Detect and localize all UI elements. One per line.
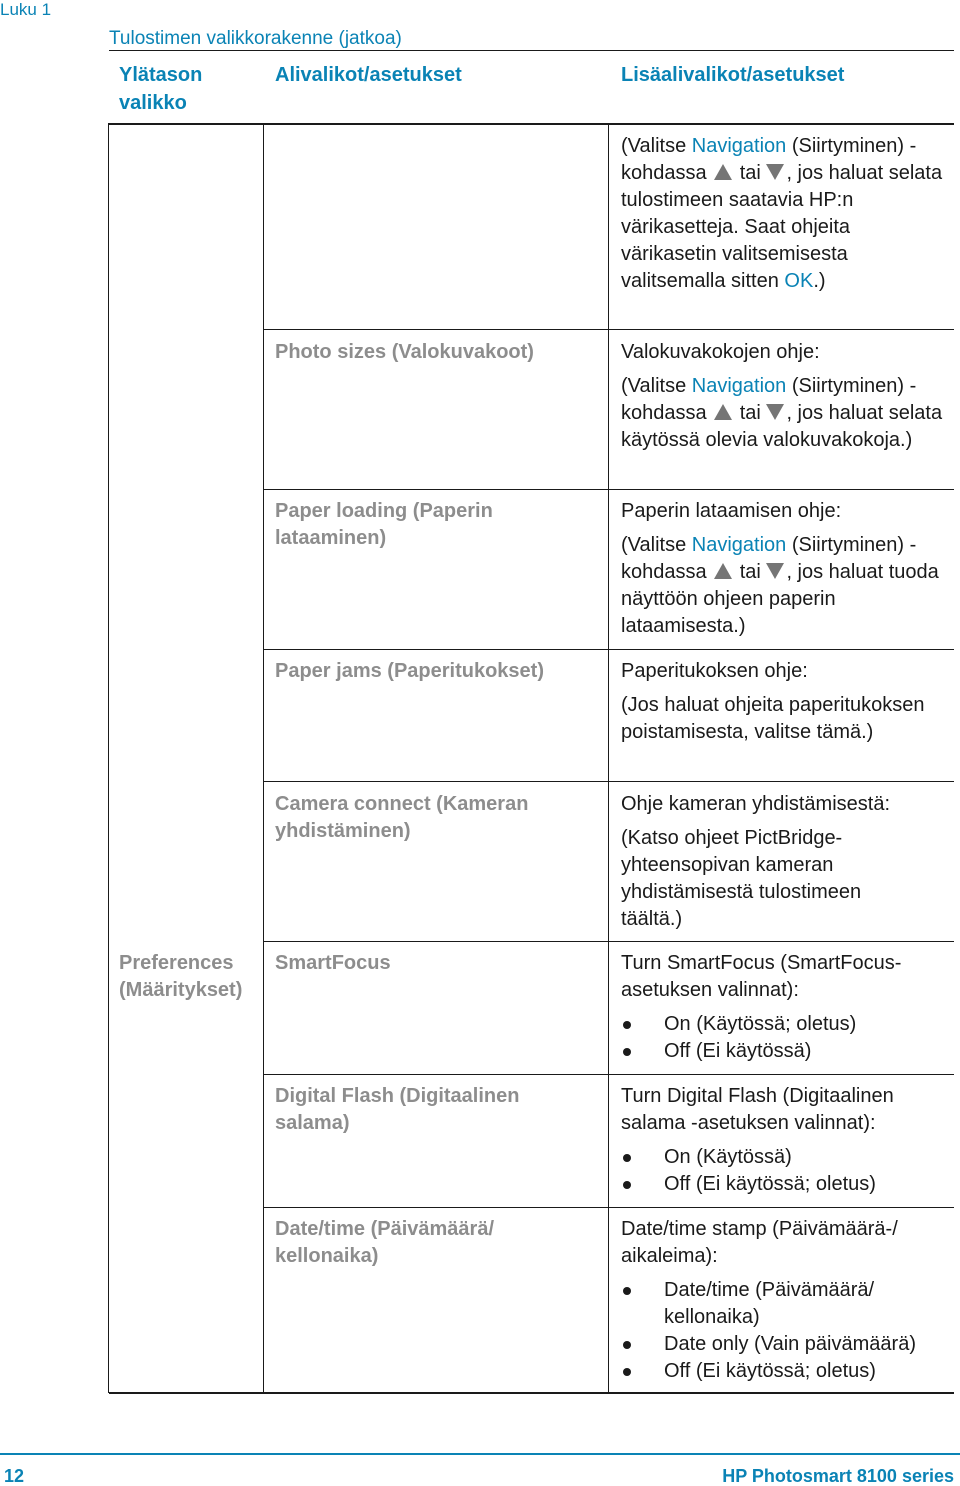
text-fragment: (Siirtyminen) -kohdassa bbox=[621, 135, 917, 184]
top-menu-preferences: Preferences (Määritykset) bbox=[119, 952, 243, 1001]
text-fragment: , jos haluat selata tulostimeen saatavia HP:n värikasetteja. Saat ohjeita värikasetin valitsemisesta valitsemalla sitten bbox=[621, 162, 943, 292]
chapter-label: Luku 1 bbox=[0, 0, 52, 19]
text-fragment: tai bbox=[739, 561, 761, 583]
ok-label: OK bbox=[784, 270, 814, 292]
row-description bbox=[621, 1083, 931, 1198]
row-divider bbox=[264, 941, 954, 942]
table-caption: Tulostimen valikkorakenne (jatkoa) bbox=[109, 28, 402, 49]
text-fragment: (Valitse bbox=[621, 135, 692, 157]
list-item: On (Käytössä) bbox=[621, 1144, 931, 1171]
row-intro: Valokuvakokojen ohje: bbox=[621, 341, 820, 363]
navigation-label: Navigation bbox=[691, 534, 787, 556]
text-fragment: tai bbox=[739, 402, 761, 424]
row-divider bbox=[264, 329, 954, 330]
table-top-rule bbox=[109, 50, 954, 51]
row-description bbox=[621, 950, 941, 1065]
column-divider-2 bbox=[608, 123, 609, 1393]
header-extra-submenus: Lisäalivalikot/asetukset bbox=[621, 64, 845, 86]
list-item: Off (Ei käytössä; oletus) bbox=[621, 1358, 946, 1385]
row-intro: Paperitukoksen ohje: bbox=[621, 660, 808, 682]
table-header-rule bbox=[109, 123, 954, 125]
table-left-rule bbox=[108, 123, 109, 1393]
submenu-photo-sizes: Photo sizes (Valokuvakoot) bbox=[275, 341, 534, 363]
row-description bbox=[621, 791, 891, 933]
footer-rule bbox=[0, 1453, 960, 1455]
row-description bbox=[621, 133, 951, 295]
text-fragment: .) bbox=[813, 270, 826, 292]
triangle-up-icon bbox=[714, 164, 732, 180]
row-description bbox=[621, 498, 951, 640]
text-fragment: (Siirtyminen) -kohdassa bbox=[621, 534, 917, 583]
submenu-paper-loading: Paper loading (Paperin lataaminen) bbox=[275, 500, 493, 549]
row-divider bbox=[264, 1074, 954, 1075]
row-divider bbox=[264, 1207, 954, 1208]
row-intro: Paperin lataamisen ohje: bbox=[621, 500, 842, 522]
triangle-up-icon bbox=[714, 404, 732, 420]
list-item: Off (Ei käytössä) bbox=[621, 1038, 941, 1065]
list-item: On (Käytössä; oletus) bbox=[621, 1011, 941, 1038]
submenu-paper-jams: Paper jams (Paperitukokset) bbox=[275, 660, 544, 682]
row-description bbox=[621, 339, 951, 454]
row-text: (Jos haluat ohjeita paperitukoksen poistamisesta, valitse tämä.) bbox=[621, 694, 925, 743]
header-submenus: Alivalikot/asetukset bbox=[275, 64, 462, 86]
text-fragment: , jos haluat selata käytössä olevia valokuvakokoja.) bbox=[621, 402, 943, 451]
row-description bbox=[621, 658, 951, 746]
list-item: Date/time (Päivämäärä/ kellonaika) bbox=[621, 1277, 946, 1331]
triangle-down-icon bbox=[766, 404, 784, 420]
row-divider bbox=[264, 649, 954, 650]
option-list bbox=[621, 1144, 931, 1198]
triangle-down-icon bbox=[766, 164, 784, 180]
row-divider bbox=[264, 781, 954, 782]
navigation-label: Navigation bbox=[691, 135, 787, 157]
row-intro: Turn SmartFocus (SmartFocus-asetuksen valinnat): bbox=[621, 952, 902, 1001]
option-list bbox=[621, 1277, 946, 1385]
page-number: 12 bbox=[4, 1466, 25, 1486]
row-description bbox=[621, 1216, 946, 1385]
option-list bbox=[621, 1011, 941, 1065]
triangle-up-icon bbox=[714, 563, 732, 579]
text-fragment: (Valitse bbox=[621, 534, 692, 556]
triangle-down-icon bbox=[766, 563, 784, 579]
row-intro: Turn Digital Flash (Digitaalinen salama -asetuksen valinnat): bbox=[621, 1085, 894, 1134]
submenu-smartfocus: SmartFocus bbox=[275, 952, 391, 974]
header-top-menu: Ylätason valikko bbox=[119, 64, 203, 114]
text-fragment: (Valitse bbox=[621, 375, 692, 397]
submenu-digital-flash: Digital Flash (Digitaalinen salama) bbox=[275, 1085, 520, 1134]
row-divider bbox=[264, 489, 954, 490]
submenu-date-time: Date/time (Päivämäärä/ kellonaika) bbox=[275, 1218, 495, 1267]
row-intro: Date/time stamp (Päivämäärä-/ aikaleima): bbox=[621, 1218, 898, 1267]
text-fragment: tai bbox=[739, 162, 761, 184]
submenu-camera-connect: Camera connect (Kameran yhdistäminen) bbox=[275, 793, 529, 842]
text-fragment: , jos haluat tuoda näyttöön ohjeen paperin lataamisesta.) bbox=[621, 561, 939, 637]
list-item: Date only (Vain päivämäärä) bbox=[621, 1331, 946, 1358]
product-name: HP Photosmart 8100 series bbox=[722, 1466, 954, 1486]
column-divider-1 bbox=[263, 123, 264, 1393]
table-bottom-rule bbox=[109, 1392, 954, 1394]
row-intro: Ohje kameran yhdistämisestä: bbox=[621, 793, 891, 815]
navigation-label: Navigation bbox=[691, 375, 787, 397]
row-text: (Katso ohjeet PictBridge-yhteensopivan kameran yhdistämisestä tulostimeen täältä.) bbox=[621, 827, 862, 930]
list-item: Off (Ei käytössä; oletus) bbox=[621, 1171, 931, 1198]
text-fragment: (Siirtyminen) -kohdassa bbox=[621, 375, 917, 424]
